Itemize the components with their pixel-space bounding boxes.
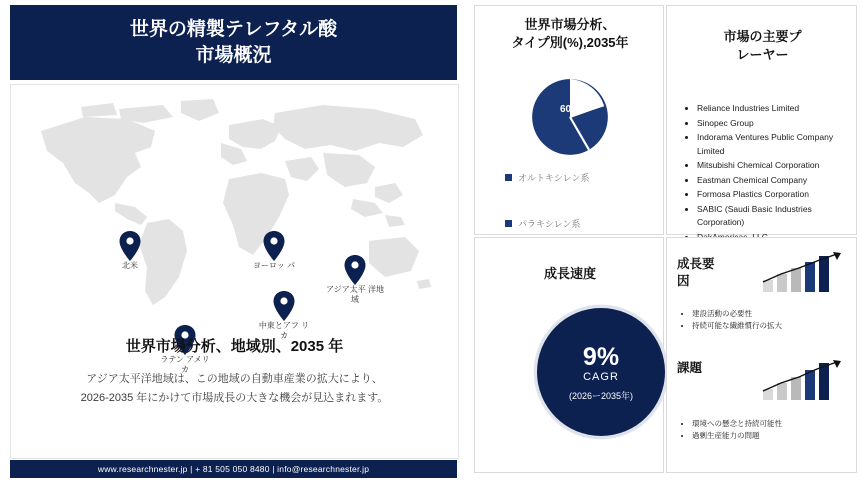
donut-value-label: 60% [559, 104, 580, 115]
location-pin-icon [119, 231, 141, 261]
growth-bar-chart-icon [759, 250, 847, 294]
main-title [130, 17, 337, 69]
list-item: • Formosa Plastics Corporation [697, 188, 847, 202]
list-item: • SABIC (Saudi Basic Industries Corporation) [697, 203, 847, 230]
map-description [11, 370, 458, 408]
map-subtitle: 世界市場分析、地域別、2035 年 [125, 338, 344, 355]
list-item: • 過剰生産能力の問題 [692, 430, 841, 442]
key-players-list [685, 102, 847, 245]
map-pin-asia-pacific[interactable] [326, 255, 384, 304]
growth-drivers-title-line1: 成長要 [677, 257, 715, 271]
market-analysis-title-line2: タイプ別(%),2035年 [511, 35, 629, 50]
map-description-line2: 2026-2035 年にかけて市場成長の大きな機会が見込まれます。 [80, 392, 389, 404]
challenges-list [681, 418, 841, 442]
legend-label-ortho: オルトキシレン系 [518, 173, 590, 183]
map-description-line1: アジア太平洋地域は、この地域の自動車産業の拡大により、 [86, 373, 383, 385]
map-pin-label-asia-pacific: アジア太平 洋地域 [326, 285, 384, 304]
growth-drivers-list [681, 308, 841, 332]
legend-item-ortho [505, 171, 589, 184]
map-pin-europe[interactable] [252, 231, 296, 270]
map-pin-mea[interactable] [258, 291, 310, 340]
location-pin-icon [273, 291, 295, 321]
location-pin-icon [344, 255, 366, 285]
legend-swatch-icon [505, 220, 512, 227]
map-pin-north-america[interactable] [119, 231, 141, 270]
main-title-banner [10, 5, 457, 80]
key-players-title-line2: レーヤー [736, 47, 789, 62]
map-pin-label-north-america: 北米 [122, 261, 138, 270]
key-players-title-line1: 市場の主要プ [723, 29, 802, 44]
cagr-range: (2026ー2035年) [568, 390, 634, 401]
footer-bar [10, 460, 457, 478]
key-players-title [675, 28, 850, 64]
list-item: • 環境への懸念と持続可能性 [692, 418, 841, 430]
location-pin-icon [263, 231, 285, 261]
challenges-bar-chart-icon [759, 358, 847, 402]
map-pin-label-mea: 中東とアフ リカ [258, 321, 310, 340]
legend-swatch-icon [505, 174, 512, 181]
cagr-label: CAGR [583, 370, 619, 383]
list-item: • 建設活動の必要性 [692, 308, 841, 320]
market-analysis-title [483, 16, 657, 52]
legend-label-para: パラキシレン系 [518, 219, 581, 229]
type-share-donut-chart [527, 74, 613, 160]
map-pin-label-europe: ヨーロッ パ [252, 261, 296, 270]
market-analysis-title-line1: 世界市場分析、 [524, 17, 616, 32]
list-item: • Sinopec Group [697, 117, 847, 131]
growth-rate-card [474, 237, 664, 473]
right-panel [469, 0, 862, 483]
growth-rate-title: 成長速度 [543, 266, 596, 281]
challenges-title: 課題 [677, 361, 703, 375]
drivers-challenges-card [666, 237, 857, 473]
map-card [10, 84, 459, 459]
cagr-percent: 9% [582, 342, 620, 371]
cagr-circle [537, 308, 665, 436]
footer-contact: www.researchnester.jp | + 81 505 050 8480 | info@researchnester.jp [97, 464, 370, 474]
market-analysis-card [474, 5, 664, 235]
list-item: • Mitsubishi Chemical Corporation [697, 159, 847, 173]
growth-drivers-title-line2: 因 [677, 274, 690, 288]
main-title-line1: 世界の精製テレフタル酸 [129, 18, 338, 40]
list-item: • Eastman Chemical Company [697, 174, 847, 188]
main-title-line2: 市場概況 [195, 44, 272, 66]
list-item: • 持続可能な繊維慣行の拡大 [692, 320, 841, 332]
map-pin-label-latin-america: ラテン アメリ カ [160, 355, 210, 374]
list-item: • Indorama Ventures Public Company Limited [697, 131, 847, 158]
list-item: • Reliance Industries Limited [697, 102, 847, 116]
key-players-card [666, 5, 857, 235]
legend-item-para [505, 217, 580, 230]
